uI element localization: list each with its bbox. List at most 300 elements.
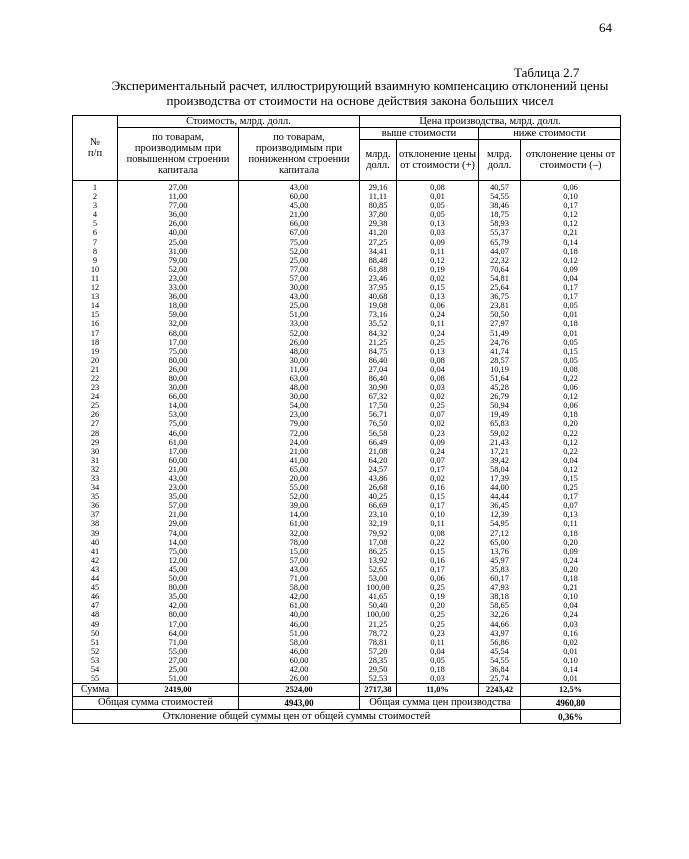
cell-value-low: 54,00	[239, 401, 360, 410]
table-footer	[73, 684, 621, 724]
cell-below-bn: 54,95	[479, 519, 521, 528]
cell-row-num: 24	[73, 392, 118, 401]
cell-row-num: 26	[73, 410, 118, 419]
table-row	[73, 638, 621, 647]
cell-row-num: 44	[73, 574, 118, 583]
cell-value-high: 59,00	[118, 310, 239, 319]
cell-value-low: 61,00	[239, 519, 360, 528]
header-value-high: по товарам, производимым при повышенном строении капитала	[118, 128, 239, 181]
header-above: выше стоимости	[360, 128, 479, 140]
cell-dev-minus: 0,16	[521, 629, 621, 638]
table-label: Таблица 2.7	[514, 65, 580, 80]
cell-row-num: 7	[73, 238, 118, 247]
cell-dev-minus: 0,04	[521, 456, 621, 465]
cell-row-num: 55	[73, 674, 118, 684]
cell-dev-plus: 0,13	[397, 347, 479, 356]
cell-dev-plus: 0,24	[397, 329, 479, 338]
cell-dev-plus: 0,25	[397, 401, 479, 410]
cell-below-bn: 44,07	[479, 247, 521, 256]
cell-above-bn: 21,08	[360, 447, 397, 456]
cell-dev-minus: 0,07	[521, 501, 621, 510]
cell-dev-plus: 0,12	[397, 256, 479, 265]
cell-dev-plus: 0,02	[397, 419, 479, 428]
cell-below-bn: 51,64	[479, 374, 521, 383]
cell-above-bn: 37,95	[360, 283, 397, 292]
table-row	[73, 629, 621, 638]
cell-above-bn: 80,85	[360, 201, 397, 210]
cell-above-bn: 32,19	[360, 519, 397, 528]
cell-below-bn: 41,74	[479, 347, 521, 356]
cell-below-bn: 55,37	[479, 228, 521, 237]
cell-below-bn: 56,86	[479, 638, 521, 647]
cell-value-high: 42,00	[118, 601, 239, 610]
table-row	[73, 601, 621, 610]
cell-value-high: 32,00	[118, 319, 239, 328]
header-below: ниже стоимости	[479, 128, 621, 140]
cell-value-low: 72,00	[239, 429, 360, 438]
cell-below-bn: 24,76	[479, 338, 521, 347]
cell-dev-minus: 0,17	[521, 492, 621, 501]
cell-dev-minus: 0,22	[521, 429, 621, 438]
cell-below-bn: 47,93	[479, 583, 521, 592]
cell-dev-plus: 0,16	[397, 483, 479, 492]
sum-above-bn: 2717,38	[360, 684, 397, 697]
table-row	[73, 383, 621, 392]
cell-above-bn: 17,08	[360, 538, 397, 547]
deviation-row	[73, 710, 621, 724]
cell-above-bn: 50,40	[360, 601, 397, 610]
cell-dev-plus: 0,02	[397, 392, 479, 401]
cell-above-bn: 24,57	[360, 465, 397, 474]
cell-dev-minus: 0,02	[521, 638, 621, 647]
cell-dev-plus: 0,05	[397, 201, 479, 210]
cell-dev-plus: 0,24	[397, 310, 479, 319]
cell-value-low: 48,00	[239, 383, 360, 392]
cell-below-bn: 10,19	[479, 365, 521, 374]
cell-value-low: 65,00	[239, 465, 360, 474]
cell-value-low: 43,00	[239, 181, 360, 193]
cell-value-high: 53,00	[118, 410, 239, 419]
cell-value-low: 67,00	[239, 228, 360, 237]
cell-dev-minus: 0,18	[521, 319, 621, 328]
table-row	[73, 338, 621, 347]
table-row	[73, 510, 621, 519]
cell-above-bn: 84,75	[360, 347, 397, 356]
cell-value-low: 58,00	[239, 638, 360, 647]
cell-dev-minus: 0,05	[521, 356, 621, 365]
cell-value-high: 66,00	[118, 392, 239, 401]
data-table	[72, 115, 621, 724]
cell-dev-plus: 0,17	[397, 501, 479, 510]
cell-dev-minus: 0,17	[521, 201, 621, 210]
cell-dev-minus: 0,10	[521, 656, 621, 665]
cell-below-bn: 54,55	[479, 656, 521, 665]
cell-value-high: 26,00	[118, 365, 239, 374]
cell-row-num: 3	[73, 201, 118, 210]
cell-dev-plus: 0,09	[397, 238, 479, 247]
cell-row-num: 35	[73, 492, 118, 501]
cell-value-low: 57,00	[239, 274, 360, 283]
cell-above-bn: 76,50	[360, 419, 397, 428]
cell-dev-minus: 0,01	[521, 647, 621, 656]
cell-dev-plus: 0,08	[397, 374, 479, 383]
table-row	[73, 347, 621, 356]
cell-value-low: 78,00	[239, 538, 360, 547]
table-row	[73, 620, 621, 629]
table-row	[73, 301, 621, 310]
sum-value-low: 2524,00	[239, 684, 360, 697]
total-price-label: Общая сумма цен производства	[360, 697, 521, 710]
cell-below-bn: 50,94	[479, 401, 521, 410]
cell-row-num: 19	[73, 347, 118, 356]
cell-value-high: 18,00	[118, 301, 239, 310]
cell-value-low: 45,00	[239, 201, 360, 210]
cell-above-bn: 11,11	[360, 192, 397, 201]
cell-above-bn: 86,40	[360, 356, 397, 365]
cell-dev-minus: 0,15	[521, 474, 621, 483]
cell-above-bn: 84,32	[360, 329, 397, 338]
deviation-value: 0,36%	[521, 710, 621, 724]
cell-above-bn: 41,65	[360, 592, 397, 601]
cell-dev-minus: 0,17	[521, 283, 621, 292]
cell-dev-minus: 0,01	[521, 329, 621, 338]
cell-above-bn: 28,35	[360, 656, 397, 665]
header-dev-plus: отклонение цены от стоимости (+)	[397, 140, 479, 181]
cell-value-high: 21,00	[118, 465, 239, 474]
cell-above-bn: 66,69	[360, 501, 397, 510]
cell-dev-plus: 0,05	[397, 210, 479, 219]
cell-dev-plus: 0,18	[397, 665, 479, 674]
table-row	[73, 319, 621, 328]
cell-value-low: 14,00	[239, 510, 360, 519]
cell-above-bn: 86,40	[360, 374, 397, 383]
cell-above-bn: 79,92	[360, 529, 397, 538]
cell-above-bn: 19,08	[360, 301, 397, 310]
cell-value-low: 57,00	[239, 556, 360, 565]
cell-above-bn: 30,90	[360, 383, 397, 392]
cell-below-bn: 44,44	[479, 492, 521, 501]
cell-below-bn: 17,21	[479, 447, 521, 456]
cell-value-low: 52,00	[239, 329, 360, 338]
cell-value-low: 30,00	[239, 392, 360, 401]
cell-dev-plus: 0,09	[397, 438, 479, 447]
cell-row-num: 48	[73, 610, 118, 619]
cell-dev-minus: 0,20	[521, 565, 621, 574]
total-price-amount: 4960,80	[521, 697, 621, 710]
cell-above-bn: 66,49	[360, 438, 397, 447]
table-row	[73, 392, 621, 401]
cell-dev-plus: 0,08	[397, 529, 479, 538]
cell-value-low: 60,00	[239, 656, 360, 665]
cell-below-bn: 12,39	[479, 510, 521, 519]
cell-row-num: 38	[73, 519, 118, 528]
cell-below-bn: 22,32	[479, 256, 521, 265]
cell-value-high: 75,00	[118, 547, 239, 556]
cell-dev-plus: 0,25	[397, 338, 479, 347]
cell-above-bn: 13,92	[360, 556, 397, 565]
cell-dev-minus: 0,14	[521, 665, 621, 674]
cell-dev-plus: 0,25	[397, 610, 479, 619]
cell-dev-minus: 0,20	[521, 538, 621, 547]
cell-below-bn: 17,39	[479, 474, 521, 483]
cell-value-low: 11,00	[239, 365, 360, 374]
table-row	[73, 574, 621, 583]
cell-below-bn: 45,28	[479, 383, 521, 392]
cell-value-low: 51,00	[239, 310, 360, 319]
cell-dev-plus: 0,03	[397, 383, 479, 392]
cell-value-low: 66,00	[239, 219, 360, 228]
cell-dev-minus: 0,22	[521, 374, 621, 383]
cell-above-bn: 73,16	[360, 310, 397, 319]
header-num-sign: №	[89, 137, 101, 148]
cell-below-bn: 18,75	[479, 210, 521, 219]
cell-below-bn: 58,04	[479, 465, 521, 474]
cell-above-bn: 53,00	[360, 574, 397, 583]
cell-value-high: 77,00	[118, 201, 239, 210]
table-row	[73, 674, 621, 684]
cell-dev-minus: 0,12	[521, 210, 621, 219]
table-row	[73, 501, 621, 510]
cell-row-num: 14	[73, 301, 118, 310]
cell-value-low: 30,00	[239, 356, 360, 365]
header-dev-minus: отклонение цены от стоимости (–)	[521, 140, 621, 181]
cell-below-bn: 25,74	[479, 674, 521, 684]
cell-dev-minus: 0,12	[521, 256, 621, 265]
cell-row-num: 42	[73, 556, 118, 565]
table-row	[73, 238, 621, 247]
cell-value-low: 30,00	[239, 283, 360, 292]
cell-value-low: 43,00	[239, 565, 360, 574]
cell-above-bn: 34,41	[360, 247, 397, 256]
cell-above-bn: 23,46	[360, 274, 397, 283]
cell-dev-minus: 0,04	[521, 601, 621, 610]
header-num-pp: п/п	[87, 148, 103, 159]
cell-row-num: 50	[73, 629, 118, 638]
cell-above-bn: 35,52	[360, 319, 397, 328]
cell-dev-plus: 0,04	[397, 647, 479, 656]
cell-dev-plus: 0,15	[397, 283, 479, 292]
cell-value-high: 71,00	[118, 638, 239, 647]
cell-above-bn: 61,88	[360, 265, 397, 274]
cell-above-bn: 67,32	[360, 392, 397, 401]
table-body	[73, 181, 621, 684]
cell-row-num: 30	[73, 447, 118, 456]
cell-value-high: 31,00	[118, 247, 239, 256]
cell-dev-plus: 0,13	[397, 219, 479, 228]
cell-value-high: 36,00	[118, 210, 239, 219]
cell-below-bn: 19,49	[479, 410, 521, 419]
table-row	[73, 456, 621, 465]
table-row	[73, 356, 621, 365]
cell-dev-plus: 0,13	[397, 292, 479, 301]
cell-above-bn: 78,81	[360, 638, 397, 647]
cell-above-bn: 88,48	[360, 256, 397, 265]
cell-dev-minus: 0,12	[521, 219, 621, 228]
cell-below-bn: 36,75	[479, 292, 521, 301]
table-row	[73, 419, 621, 428]
table-row	[73, 256, 621, 265]
cell-row-num: 36	[73, 501, 118, 510]
cell-value-low: 41,00	[239, 456, 360, 465]
cell-below-bn: 44,00	[479, 483, 521, 492]
cell-row-num: 15	[73, 310, 118, 319]
cell-above-bn: 27,04	[360, 365, 397, 374]
cell-value-low: 46,00	[239, 620, 360, 629]
cell-row-num: 5	[73, 219, 118, 228]
cell-row-num: 20	[73, 356, 118, 365]
cell-below-bn: 23,81	[479, 301, 521, 310]
header-num	[73, 116, 118, 181]
cell-value-high: 21,00	[118, 510, 239, 519]
cell-above-bn: 64,20	[360, 456, 397, 465]
cell-row-num: 45	[73, 583, 118, 592]
cell-row-num: 6	[73, 228, 118, 237]
cell-below-bn: 36,45	[479, 501, 521, 510]
cell-dev-minus: 0,08	[521, 365, 621, 374]
cell-value-low: 21,00	[239, 210, 360, 219]
cell-value-high: 80,00	[118, 583, 239, 592]
cell-value-high: 33,00	[118, 283, 239, 292]
cell-dev-plus: 0,04	[397, 365, 479, 374]
cell-value-low: 51,00	[239, 629, 360, 638]
cell-above-bn: 26,68	[360, 483, 397, 492]
table-row	[73, 565, 621, 574]
cell-dev-plus: 0,16	[397, 556, 479, 565]
table-row	[73, 529, 621, 538]
sum-dev-plus: 11,0%	[397, 684, 479, 697]
cell-value-low: 52,00	[239, 492, 360, 501]
cell-row-num: 27	[73, 419, 118, 428]
cell-below-bn: 13,76	[479, 547, 521, 556]
cell-value-low: 48,00	[239, 347, 360, 356]
cell-value-low: 79,00	[239, 419, 360, 428]
total-value-amount: 4943,00	[239, 697, 360, 710]
header-below-bn: млрд. долл.	[479, 140, 521, 181]
cell-row-num: 51	[73, 638, 118, 647]
table-row	[73, 201, 621, 210]
cell-dev-plus: 0,08	[397, 356, 479, 365]
cell-dev-plus: 0,19	[397, 265, 479, 274]
cell-value-low: 39,00	[239, 501, 360, 510]
table-row	[73, 228, 621, 237]
cell-value-high: 80,00	[118, 610, 239, 619]
cell-dev-minus: 0,22	[521, 447, 621, 456]
cell-dev-minus: 0,01	[521, 674, 621, 684]
cell-row-num: 17	[73, 329, 118, 338]
cell-value-high: 52,00	[118, 265, 239, 274]
cell-below-bn: 32,26	[479, 610, 521, 619]
table-caption	[60, 78, 660, 108]
table-row	[73, 483, 621, 492]
cell-above-bn: 21,25	[360, 338, 397, 347]
table-row	[73, 465, 621, 474]
cell-above-bn: 40,68	[360, 292, 397, 301]
table-row	[73, 310, 621, 319]
cell-below-bn: 35,83	[479, 565, 521, 574]
cell-value-high: 17,00	[118, 447, 239, 456]
table-row	[73, 429, 621, 438]
cell-below-bn: 21,43	[479, 438, 521, 447]
cell-value-high: 57,00	[118, 501, 239, 510]
cell-dev-minus: 0,04	[521, 274, 621, 283]
table-row	[73, 656, 621, 665]
cell-dev-plus: 0,23	[397, 629, 479, 638]
cell-value-high: 12,00	[118, 556, 239, 565]
cell-below-bn: 28,57	[479, 356, 521, 365]
table-row	[73, 665, 621, 674]
cell-value-low: 55,00	[239, 483, 360, 492]
table-row	[73, 447, 621, 456]
table-row	[73, 647, 621, 656]
cell-below-bn: 44,66	[479, 620, 521, 629]
cell-row-num: 11	[73, 274, 118, 283]
cell-value-low: 24,00	[239, 438, 360, 447]
cell-value-low: 58,00	[239, 583, 360, 592]
deviation-label: Отклонение общей суммы цен от общей суммы стоимостей	[73, 710, 521, 724]
caption-line-2: производства от стоимости на основе действия закона больших чисел	[166, 93, 554, 108]
cell-value-high: 64,00	[118, 629, 239, 638]
cell-value-low: 26,00	[239, 674, 360, 684]
cell-value-high: 36,00	[118, 292, 239, 301]
cell-dev-minus: 0,15	[521, 347, 621, 356]
cell-dev-minus: 0,18	[521, 529, 621, 538]
table-row	[73, 438, 621, 447]
table-row	[73, 538, 621, 547]
cell-row-num: 32	[73, 465, 118, 474]
cell-above-bn: 56,71	[360, 410, 397, 419]
cell-below-bn: 58,93	[479, 219, 521, 228]
cell-value-low: 15,00	[239, 547, 360, 556]
cell-dev-minus: 0,03	[521, 620, 621, 629]
cell-value-low: 42,00	[239, 665, 360, 674]
cell-value-high: 23,00	[118, 483, 239, 492]
cell-below-bn: 65,83	[479, 419, 521, 428]
cell-value-high: 26,00	[118, 219, 239, 228]
cell-value-low: 26,00	[239, 338, 360, 347]
cell-row-num: 16	[73, 319, 118, 328]
cell-dev-minus: 0,12	[521, 392, 621, 401]
cell-value-high: 45,00	[118, 565, 239, 574]
cell-dev-plus: 0,23	[397, 429, 479, 438]
cell-dev-plus: 0,17	[397, 565, 479, 574]
cell-value-high: 55,00	[118, 647, 239, 656]
cell-above-bn: 78,72	[360, 629, 397, 638]
cell-value-high: 51,00	[118, 674, 239, 684]
cell-row-num: 31	[73, 456, 118, 465]
table-row	[73, 210, 621, 219]
cell-row-num: 25	[73, 401, 118, 410]
cell-dev-minus: 0,25	[521, 483, 621, 492]
cell-value-high: 40,00	[118, 228, 239, 237]
header-value-low: по товарам, производимым при пониженном строении капитала	[239, 128, 360, 181]
cell-dev-minus: 0,21	[521, 228, 621, 237]
cell-value-high: 30,00	[118, 383, 239, 392]
cell-dev-minus: 0,05	[521, 338, 621, 347]
cell-row-num: 13	[73, 292, 118, 301]
table-row	[73, 410, 621, 419]
cell-dev-plus: 0,11	[397, 319, 479, 328]
cell-below-bn: 45,54	[479, 647, 521, 656]
cell-value-low: 21,00	[239, 447, 360, 456]
header-price-group: Цена производства, млрд. долл.	[360, 116, 621, 128]
header-value-group: Стоимость, млрд. долл.	[118, 116, 360, 128]
cell-value-high: 35,00	[118, 592, 239, 601]
cell-value-high: 27,00	[118, 656, 239, 665]
cell-value-high: 25,00	[118, 238, 239, 247]
cell-above-bn: 56,58	[360, 429, 397, 438]
cell-dev-minus: 0,13	[521, 510, 621, 519]
cell-dev-plus: 0,03	[397, 228, 479, 237]
